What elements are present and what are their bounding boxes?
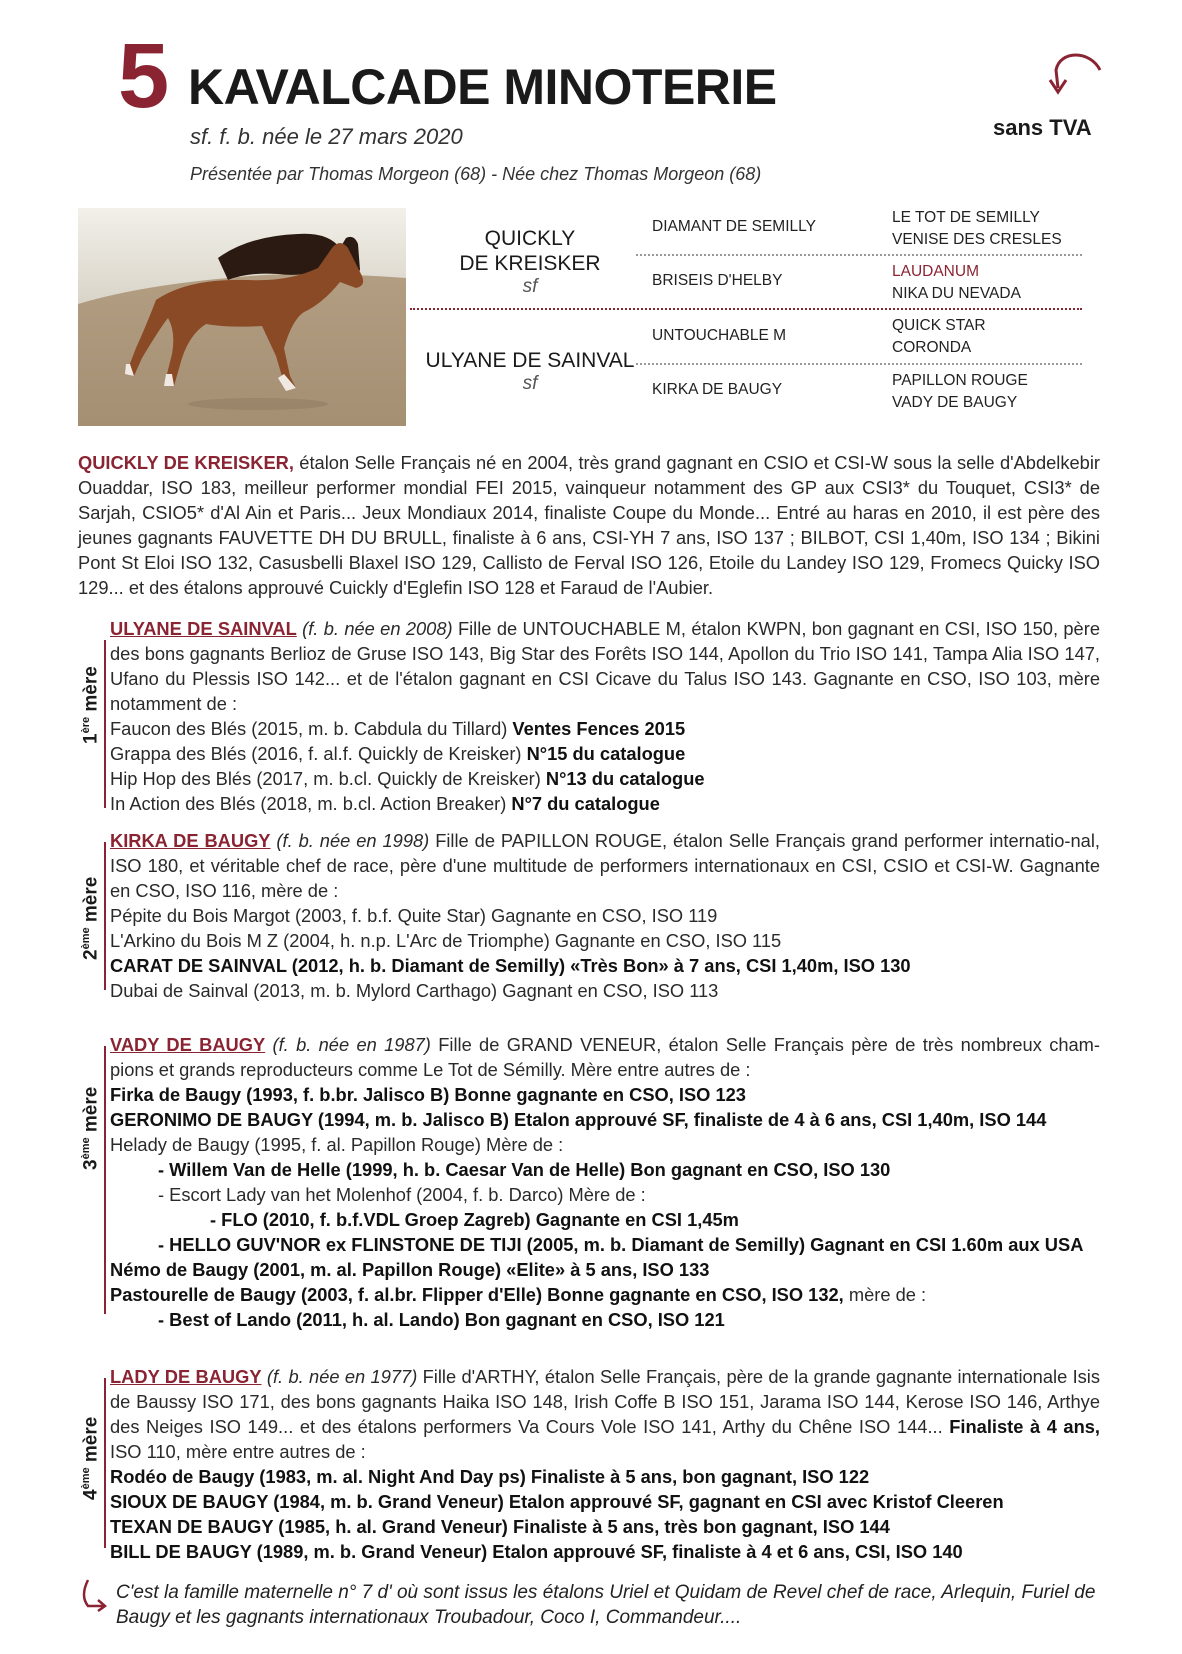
sire-paragraph-text: étalon Selle Français né en 2004, très grand gagnant en CSIO et CSI-W sous la selle d'Abdelkebir Ouaddar, ISO 183, meilleur performer mondial FEI 2015, vainqueur notamment des GP aux CSI3* du Touquet, CSI3* de Sarjah, CSIO5* d'Al Ain et Paris... Jeux Mondiaux 2014, finaliste Coupe du Monde... Entré au haras en 2010, il est père des jeunes gagnants FAUVETTE DH DU BRULL, finaliste à 6 ans, CSI-YH 7 ans, ISO 137 ; BILBOT, CSI 1,40m, ISO 134 ; Bikini Pont St Eloi ISO 132, Casusbelli Blaxel ISO 129, Callisto de Ferval ISO 126, Etoile du Landey ISO 129, Fromecs Quicky ISO 129... et des étalons approuvé Cuickly d'Eglefin ISO 128 et Faraud de l'Aubier. bbox=[78, 452, 1100, 598]
pedigree-sire-dam: BRISEIS D'HELBY bbox=[652, 272, 783, 289]
pedigree-dam bbox=[420, 348, 640, 396]
dam-name: ULYANE DE SAINVAL bbox=[425, 349, 635, 372]
mere3-label: 3ème mère bbox=[80, 1086, 102, 1170]
list-item: TEXAN DE BAUGY (1985, h. al. Grand Veneur) Finaliste à 5 ans, très bon gagnant, ISO 144 bbox=[110, 1516, 890, 1537]
mere1-label: 1ère mère bbox=[80, 666, 102, 744]
hook-arrow-icon bbox=[78, 1576, 108, 1612]
list-item: Pastourelle de Baugy (2003, f. al.br. Flipper d'Elle) Bonne gagnante en CSO, ISO 132, mère de : bbox=[110, 1284, 927, 1305]
sire-paragraph-title: QUICKLY DE KREISKER, bbox=[78, 452, 294, 473]
mere2-text: Fille de PAPILLON ROUGE, étalon Selle Français grand performer internatio-nal, ISO 180, et véritable chef de race, père d'une multitude de performers internationaux en CSI, CSIO et CSI-W. Gagnante en CSO, ISO 116, mère de : bbox=[110, 830, 1100, 901]
mere1-section bbox=[110, 616, 1100, 816]
mere4-label: 4ème mère bbox=[80, 1416, 102, 1500]
list-item: L'Arkino du Bois M Z (2004, h. n.p. L'Arc de Triomphe) Gagnante en CSO, ISO 115 bbox=[110, 930, 782, 951]
curved-arrow-icon bbox=[1040, 48, 1110, 110]
lot-number: 5 bbox=[118, 25, 170, 127]
pedigree-sire bbox=[420, 226, 640, 299]
pedigree-g3-4: NIKA DU NEVADA bbox=[892, 285, 1021, 302]
pedigree-divider bbox=[636, 363, 1082, 365]
dam-breed: sf bbox=[522, 373, 538, 395]
mere1-info: (f. b. née en 2008) bbox=[296, 618, 453, 639]
horse-subtitle: sf. f. b. née le 27 mars 2020 bbox=[190, 124, 463, 149]
list-item: GERONIMO DE BAUGY (1994, m. b. Jalisco B) Etalon approuvé SF, finaliste de 4 à 6 ans, CSI 1,40m, ISO 144 bbox=[110, 1109, 1047, 1130]
mere2-section bbox=[110, 828, 1100, 1003]
pedigree-g3-5: QUICK STAR bbox=[892, 317, 986, 334]
mere4-title: LADY DE BAUGY bbox=[110, 1366, 262, 1387]
list-item: Faucon des Blés (2015, m. b. Cabdula du Tillard) Ventes Fences 2015 bbox=[110, 718, 686, 739]
pedigree-g3-3: LAUDANUM bbox=[892, 263, 979, 280]
section-bar bbox=[104, 640, 106, 808]
list-item: - HELLO GUV'NOR ex FLINSTONE DE TIJI (2005, m. b. Diamant de Semilly) Gagnant en CSI 1.60m aux USA bbox=[158, 1234, 1084, 1255]
pedigree-g3-2: VENISE DES CRESLES bbox=[892, 231, 1062, 248]
presented-by: Présentée par Thomas Morgeon (68) - Née chez Thomas Morgeon (68) bbox=[190, 164, 762, 184]
tva-label: sans TVA bbox=[993, 115, 1092, 140]
pedigree-main-divider bbox=[410, 308, 1082, 310]
list-item: Hip Hop des Blés (2017, m. b.cl. Quickly de Kreisker) N°13 du catalogue bbox=[110, 768, 705, 789]
list-item: - FLO (2010, f. b.f.VDL Groep Zagreb) Gagnante en CSI 1,45m bbox=[210, 1209, 739, 1230]
list-item: - Willem Van de Helle (1999, h. b. Caesar Van de Helle) Bon gagnant en CSO, ISO 130 bbox=[158, 1159, 891, 1180]
mere3-section bbox=[110, 1032, 1100, 1332]
pedigree-sire-sire: DIAMANT DE SEMILLY bbox=[652, 218, 816, 235]
mere1-title: ULYANE DE SAINVAL bbox=[110, 618, 297, 639]
list-item: Helady de Baugy (1995, f. al. Papillon Rouge) Mère de : bbox=[110, 1134, 564, 1155]
mere4-text: Fille d'ARTHY, étalon Selle Français, père de la grande gagnante internationale Isis de Baussy ISO 171, des bons gagnants Haika ISO 148, Irish Coffe B ISO 151, Jarama ISO 144, Kerose ISO 146, Arthye des Neiges ISO 149... et des étalons performers Va Cours Vole ISO 141, Arthy du Chêne ISO 144... bbox=[110, 1366, 1100, 1437]
mere2-title: KIRKA DE BAUGY bbox=[110, 830, 271, 851]
mere2-label: 2ème mère bbox=[80, 876, 102, 960]
sire-name-line2: DE KREISKER bbox=[459, 252, 601, 276]
pedigree-g3-8: VADY DE BAUGY bbox=[892, 394, 1018, 411]
section-bar bbox=[104, 842, 106, 990]
pedigree-g3-1: LE TOT DE SEMILLY bbox=[892, 209, 1040, 226]
footer-note: C'est la famille maternelle n° 7 d' où sont issus les étalons Uriel et Quidam de Revel chef de race, Arlequin, Furiel de Baugy et les gagnants internationaux Troubadour, Coco I, Commandeur.... bbox=[116, 1582, 1096, 1628]
mere3-title: VADY DE BAUGY bbox=[110, 1034, 266, 1055]
pedigree-dam-sire: UNTOUCHABLE M bbox=[652, 327, 787, 344]
sire-name-line1: QUICKLY bbox=[484, 227, 576, 250]
pedigree-dam-dam: KIRKA DE BAUGY bbox=[652, 381, 783, 398]
mere1-text: Fille de UNTOUCHABLE M, étalon KWPN, bon gagnant en CSI, ISO 150, père des bons gagnants Berlioz de Gruse ISO 143, Big Star des Forêts ISO 144, Apollon du Trio ISO 141, Tampa Alia ISO 147, Ufano du Plessis ISO 142... et de l'étalon gagnant en CSI Cicave du Talus ISO 143. Gagnante en CSO, ISO 103, mère notamment de : bbox=[110, 618, 1100, 714]
list-item: - Best of Lando (2011, h. al. Lando) Bon gagnant en CSO, ISO 121 bbox=[158, 1309, 725, 1330]
list-item: Dubai de Sainval (2013, m. b. Mylord Carthago) Gagnant en CSO, ISO 113 bbox=[110, 980, 719, 1001]
list-item: SIOUX DE BAUGY (1984, m. b. Grand Veneur) Etalon approuvé SF, gagnant en CSI avec Kristof Cleeren bbox=[110, 1491, 1004, 1512]
list-item: CARAT DE SAINVAL (2012, h. b. Diamant de Semilly) «Très Bon» à 7 ans, CSI 1,40m, ISO 130 bbox=[110, 955, 911, 976]
list-item: In Action des Blés (2018, m. b.cl. Action Breaker) N°7 du catalogue bbox=[110, 793, 660, 814]
section-bar bbox=[104, 1046, 106, 1314]
sire-breed: sf bbox=[522, 276, 538, 298]
list-item: Pépite du Bois Margot (2003, f. b.f. Quite Star) Gagnante en CSO, ISO 119 bbox=[110, 905, 718, 926]
horse-name: KAVALCADE MINOTERIE bbox=[188, 59, 777, 115]
pedigree-g3-7: PAPILLON ROUGE bbox=[892, 372, 1028, 389]
section-bar bbox=[104, 1378, 106, 1548]
list-item: Rodéo de Baugy (1983, m. al. Night And Day ps) Finaliste à 5 ans, bon gagnant, ISO 122 bbox=[110, 1466, 870, 1487]
mere2-info: (f. b. née en 1998) bbox=[270, 830, 430, 851]
list-item: - Escort Lady van het Molenhof (2004, f. b. Darco) Mère de : bbox=[158, 1184, 646, 1205]
list-item: Grappa des Blés (2016, f. al.f. Quickly de Kreisker) N°15 du catalogue bbox=[110, 743, 686, 764]
mere3-info: (f. b. née en 1987) bbox=[265, 1034, 431, 1055]
list-item: BILL DE BAUGY (1989, m. b. Grand Veneur) Etalon approuvé SF, finaliste à 4 et 6 ans, CSI, ISO 140 bbox=[110, 1541, 963, 1562]
pedigree-g3-6: CORONDA bbox=[892, 339, 972, 356]
mere4-section: LADY DE BAUGY (f. b. née en 1977) Fille d'ARTHY, étalon Selle Français, père de la grande gagnante internationale Isis de Baussy ISO 171, des bons gagnants Haika ISO 148, Irish Coffe B ISO 151, Jarama ISO 144, Kerose ISO 146, Arthye des Neiges ISO 149... et des étalons performers Va Cours Vole ISO 141, Arthy du Chêne ISO 144... Finaliste à 4 ans, ISO 110, mère entre autres de : Rodéo de Baugy (1983, m. al. Night And Day ps) Finaliste à 5 ans, bon gagnant, ISO 122 SIOUX DE BAUGY (1984, m. b. Grand Veneur) Etalon approuvé SF, gagnant en CSI avec Kristof Cleeren TEXAN DE BAUGY (1985, h. al. Grand Veneur) Finaliste à 5 ans, très bon gagnant, ISO 144 BILL DE BAUGY (1989, m. b. Grand Veneur) Etalon approuvé SF, finaliste à 4 et 6 ans, CSI, ISO 140 bbox=[110, 1366, 1101, 1562]
mere4-info: (f. b. née en 1977) bbox=[261, 1366, 418, 1387]
mere3-text: Fille de GRAND VENEUR, étalon Selle Français père de très nombreux cham-pions et grands reproducteurs comme Le Tot de Sémilly. Mère entre autres de : bbox=[110, 1034, 1100, 1080]
sire-paragraph bbox=[78, 450, 1100, 600]
pedigree-divider bbox=[636, 254, 1082, 256]
list-item: Firka de Baugy (1993, f. b.br. Jalisco B) Bonne gagnante en CSO, ISO 123 bbox=[110, 1084, 746, 1105]
foal-photo bbox=[78, 208, 406, 426]
list-item: Némo de Baugy (2001, m. al. Papillon Rouge) «Elite» à 5 ans, ISO 133 bbox=[110, 1259, 710, 1280]
